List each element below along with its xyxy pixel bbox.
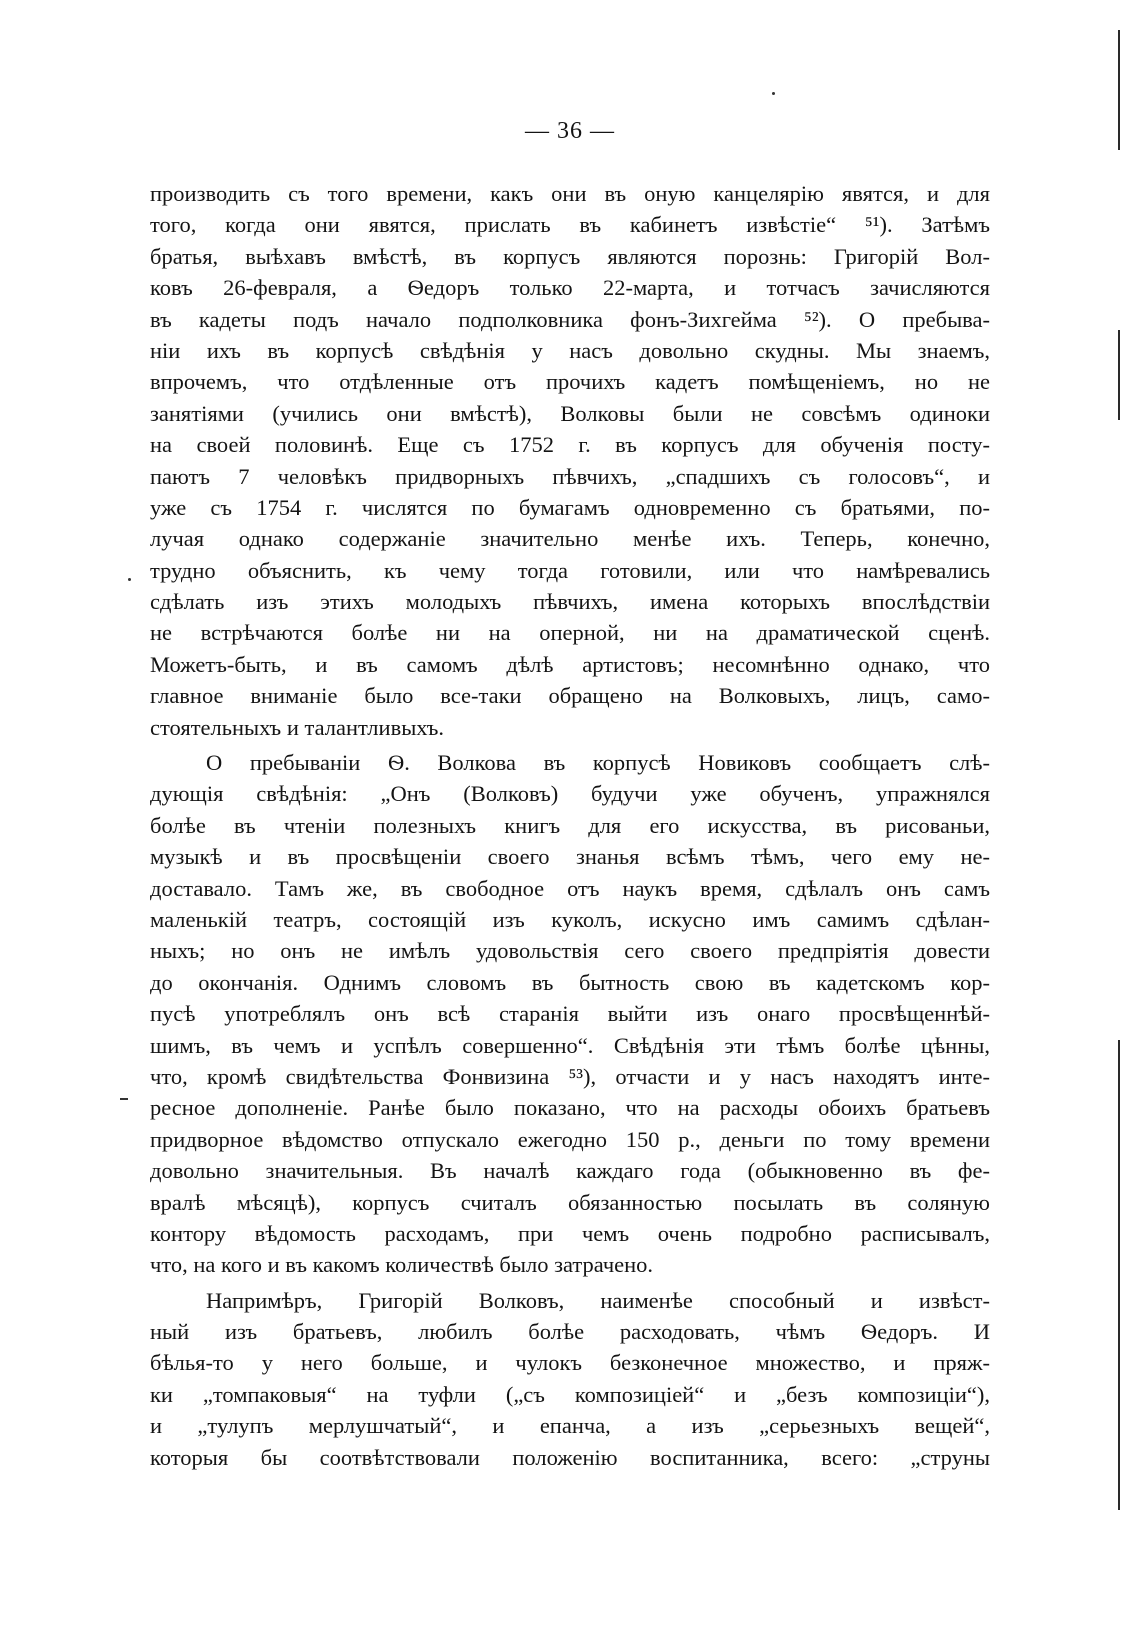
text-line: до окончанія. Однимъ словомъ въ бытность свою въ кадетскомъ кор- (150, 969, 990, 995)
text-line: занятіями (учились они вмѣстѣ), Волковы были не совсѣмъ одиноки (150, 400, 990, 426)
text-line: что, на кого и въ какомъ количествѣ было затрачено. (150, 1252, 654, 1278)
text-line: что, кромѣ свидѣтельства Фонвизина ⁵³), отчасти и у насъ находятъ инте- (150, 1063, 990, 1089)
text-line: лучая однако содержаніе значительно менѣе ихъ. Теперь, конечно, (150, 526, 990, 552)
text-line: ковъ 26-февраля, а Ѳедоръ только 22-марта, и тотчасъ зачисляются (150, 275, 990, 301)
text-line: О пребываніи Ѳ. Волкова въ корпусѣ Новиковъ сообщаетъ слѣ- (206, 750, 990, 776)
text-line: въ кадеты подъ начало подполковника фонъ-Зихгейма ⁵²). О пребыва- (150, 306, 990, 332)
text-line: не встрѣчаются болѣе ни на оперной, ни на драматической сценѣ. (150, 620, 990, 646)
paragraph (150, 747, 990, 1281)
text-line: контору вѣдомость расходамъ, при чемъ очень подробно расписывалъ, (150, 1220, 990, 1246)
text-line: дующія свѣдѣнія: „Онъ (Волковъ) будучи уже обученъ, упражнялся (150, 781, 990, 807)
text-line: на своей половинѣ. Еще съ 1752 г. въ корпусъ для обученія посту- (150, 432, 990, 458)
text-line: пусѣ употреблялъ онъ всѣ старанія выйти изъ онаго просвѣщеннѣй- (150, 1001, 990, 1027)
text-line: маленькій театръ, состоящій изъ куколъ, искусно имъ самимъ сдѣлан- (150, 906, 990, 932)
text-line: придворное вѣдомство отпускало ежегодно 150 р., деньги по тому времени (150, 1126, 990, 1152)
text-line: бѣлья-то у него больше, и чулокъ безконечное множество, и пряж- (150, 1350, 990, 1376)
text-line: уже съ 1754 г. числятся по бумагамъ одновременно съ братьями, по- (150, 494, 990, 520)
text-line: ресное дополненіе. Ранѣе было показано, что на расходы обоихъ братьевъ (150, 1095, 990, 1121)
text-line: ки „томпаковыя“ на туфли („съ композиціей“ и „безъ композиціи“), (150, 1381, 990, 1407)
text-line: которыя бы соотвѣтствовали положенію воспитанника, всего: „струны (150, 1444, 990, 1470)
paragraph (150, 178, 990, 743)
text-line: шимъ, въ чемъ и успѣлъ совершенно“. Свѣдѣнія эти тѣмъ болѣе цѣнны, (150, 1032, 990, 1058)
text-line: паютъ 7 человѣкъ придворныхъ пѣвчихъ, „спадшихъ съ голосовъ“, и (150, 463, 990, 489)
body-text (150, 178, 990, 1473)
text-line: стоятельныхъ и талантливыхъ. (150, 714, 444, 740)
text-line: трудно объяснить, къ чему тогда готовили, или что намѣревались (150, 557, 990, 583)
text-line: впрочемъ, что отдѣленные отъ прочихъ кадетъ помѣщеніемъ, но не (150, 369, 990, 395)
scan-edge-mark (1118, 330, 1120, 420)
scan-edge-mark (1118, 1040, 1120, 1510)
text-line: сдѣлать изъ этихъ молодыхъ пѣвчихъ, имена которыхъ впослѣдствіи (150, 589, 990, 615)
text-line: производить съ того времени, какъ они въ оную канцелярію явятся, и для (150, 181, 990, 206)
text-line: болѣе въ чтеніи полезныхъ книгъ для его искусства, въ рисованьи, (150, 812, 990, 838)
text-line: доставало. Тамъ же, въ свободное отъ наукъ время, сдѣлалъ онъ самъ (150, 875, 990, 901)
text-line: Напримѣръ, Григорій Волковъ, наименѣе способный и извѣст- (206, 1287, 990, 1313)
text-line: и „тулупъ мерлушчатый“, и епанча, а изъ „серьезныхъ вещей“, (150, 1413, 990, 1439)
text-line: ніи ихъ въ корпусѣ свѣдѣнія у насъ довольно скудны. Мы знаемъ, (150, 337, 990, 363)
scan-speck (128, 578, 131, 581)
text-line: вралѣ мѣсяцѣ), корпусъ считалъ обязанностью посылать въ соляную (150, 1189, 990, 1215)
text-line: того, когда они явятся, прислать въ кабинетъ извѣстіе“ ⁵¹). Затѣмъ (150, 212, 990, 238)
scan-speck (120, 1098, 128, 1100)
text-line: музыкѣ и въ просвѣщеніи своего знанья всѣмъ тѣмъ, чего ему не- (150, 844, 990, 870)
page-number: — 36 — (525, 118, 615, 144)
text-line: довольно значительныя. Въ началѣ каждаго года (обыкновенно въ фе- (150, 1158, 990, 1184)
text-line: ныхъ; но онъ не имѣлъ удовольствія сего своего предпріятія довести (150, 938, 990, 964)
text-line: братья, выѣхавъ вмѣстѣ, въ корпусъ являются порознь: Григорій Вол- (150, 243, 990, 269)
scan-edge-mark (1118, 30, 1120, 150)
paragraph (150, 1285, 990, 1473)
text-line: главное вниманіе было все-таки обращено на Волковыхъ, лицъ, само- (150, 683, 990, 709)
scan-speck (772, 92, 775, 95)
text-line: ный изъ братьевъ, любилъ болѣе расходовать, чѣмъ Ѳедоръ. И (150, 1319, 990, 1345)
text-line: Можетъ-быть, и въ самомъ дѣлѣ артистовъ; несомнѣнно однако, что (150, 651, 990, 677)
